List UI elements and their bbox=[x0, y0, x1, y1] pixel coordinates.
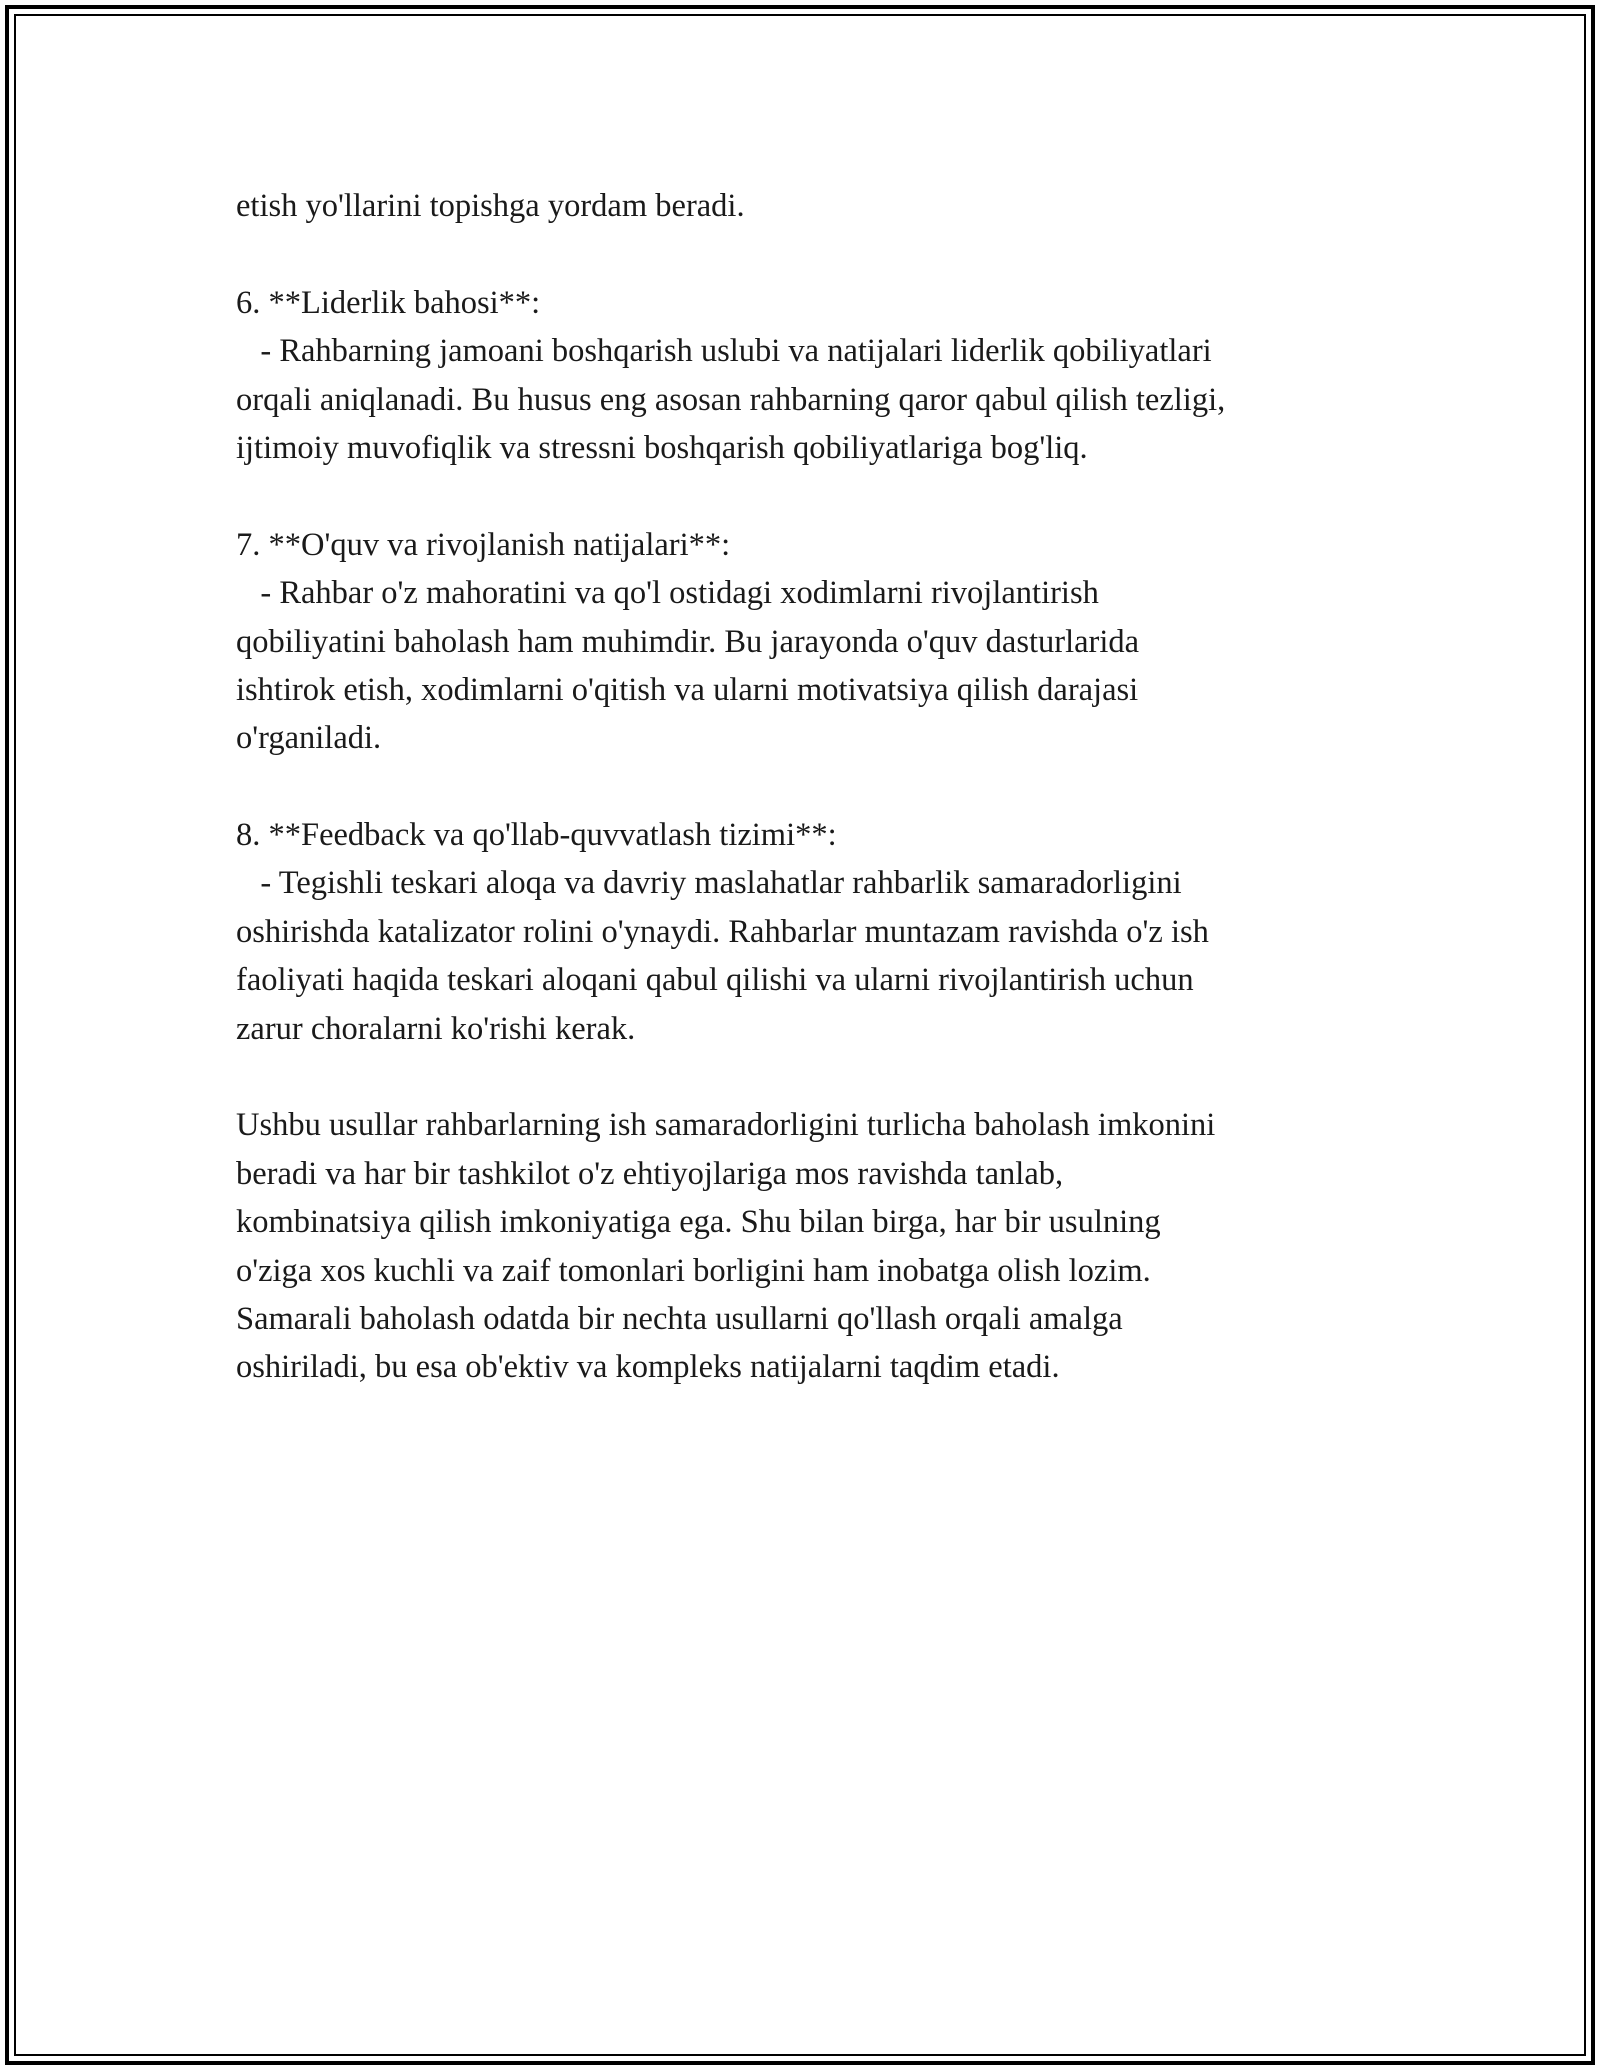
text-line: o'rganiladi. bbox=[236, 720, 382, 757]
document-body bbox=[236, 182, 1366, 1392]
text-line: qobiliyatini baholash ham muhimdir. Bu jarayonda o'quv dasturlarida bbox=[236, 623, 1140, 660]
blank-line bbox=[236, 230, 1366, 278]
text-line: ishtirok etish, xodimlarni o'qitish va ularni motivatsiya qilish darajasi bbox=[236, 671, 1139, 708]
text-line: - Rahbarning jamoani boshqarish uslubi va natijalari liderlik qobiliyatlari bbox=[236, 333, 1212, 370]
text-line: zarur choralarni ko'rishi kerak. bbox=[236, 1010, 636, 1047]
text-line: o'ziga xos kuchli va zaif tomonlari borligini ham inobatga olish lozim. bbox=[236, 1252, 1151, 1289]
section-heading: 8. **Feedback va qo'llab-quvvatlash tizimi**: bbox=[236, 817, 837, 854]
blank-line bbox=[236, 472, 1366, 520]
text-line: beradi va har bir tashkilot o'z ehtiyojlariga mos ravishda tanlab, bbox=[236, 1155, 1064, 1192]
text-line: faoliyati haqida teskari aloqani qabul qilishi va ularni rivojlantirish uchun bbox=[236, 962, 1194, 999]
text-line: Ushbu usullar rahbarlarning ish samaradorligini turlicha baholash imkonini bbox=[236, 1107, 1216, 1144]
text-line: Samarali baholash odatda bir nechta usullarni qo'llash orqali amalga bbox=[236, 1300, 1123, 1337]
blank-line bbox=[236, 1053, 1366, 1101]
section-heading: 7. **O'quv va rivojlanish natijalari**: bbox=[236, 526, 731, 563]
text-line: - Tegishli teskari aloqa va davriy maslahatlar rahbarlik samaradorligini bbox=[236, 865, 1182, 902]
text-line: ijtimoiy muvofiqlik va stressni boshqarish qobiliyatlariga bog'liq. bbox=[236, 429, 1088, 466]
section-heading: 6. **Liderlik bahosi**: bbox=[236, 284, 541, 321]
text-line: orqali aniqlanadi. Bu husus eng asosan rahbarning qaror qabul qilish tezligi, bbox=[236, 381, 1226, 418]
text-line: - Rahbar o'z mahoratini va qo'l ostidagi xodimlarni rivojlantirish bbox=[236, 575, 1099, 612]
text-line: oshiriladi, bu esa ob'ektiv va kompleks natijalarni taqdim etadi. bbox=[236, 1349, 1060, 1386]
text-line: oshirishda katalizator rolini o'ynaydi. Rahbarlar muntazam ravishda o'z ish bbox=[236, 913, 1209, 950]
text-line: kombinatsiya qilish imkoniyatiga ega. Shu bilan birga, har bir usulning bbox=[236, 1204, 1161, 1241]
text-line: etish yo'llarini topishga yordam beradi. bbox=[236, 188, 745, 224]
blank-line bbox=[236, 763, 1366, 811]
